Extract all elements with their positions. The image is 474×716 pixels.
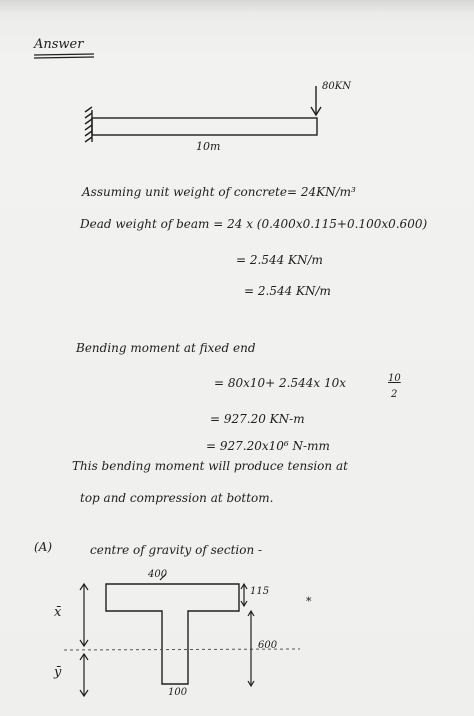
dead-weight-result-2: = 2.544 KN/m <box>244 284 331 298</box>
moment-equation-3: = 927.20x10⁶ N-mm <box>206 439 330 453</box>
flange-depth-label: 115 <box>250 586 270 597</box>
web-width-label: 100 <box>168 687 188 698</box>
tension-line-2: top and compression at bottom. <box>80 491 274 505</box>
dead-weight-result-1: = 2.544 KN/m <box>236 253 323 267</box>
section-title: centre of gravity of section - <box>90 543 263 557</box>
web-depth-label: 600 <box>258 640 278 651</box>
load-label: 80KN <box>322 81 351 92</box>
bending-moment-title: Bending moment at fixed end <box>76 341 256 355</box>
moment-fraction-numerator: 10 <box>388 373 401 384</box>
heading-underline <box>34 54 94 58</box>
unit-weight-line: Assuming unit weight of concrete= 24KN/m³ <box>82 185 356 199</box>
xbar-label: x̄ <box>54 605 62 620</box>
tension-line-1: This bending moment will produce tension at <box>72 459 348 473</box>
span-label: 10m <box>196 140 221 153</box>
t-section-outline <box>106 584 239 684</box>
asterisk-mark: * <box>306 595 312 608</box>
dead-weight-line: Dead weight of beam = 24 x (0.400x0.115+0.100x0.600) <box>80 217 428 231</box>
moment-equation-2: = 927.20 KN-m <box>210 412 305 426</box>
answer-heading: Answer <box>34 37 84 52</box>
moment-equation-1: = 80x10+ 2.544x 10x <box>214 376 347 390</box>
ybar-label: ȳ <box>54 665 62 680</box>
cantilever-beam <box>85 107 317 142</box>
part-label: (A) <box>34 540 53 554</box>
moment-fraction-denominator: 2 <box>391 389 398 400</box>
flange-width-label: 400 <box>148 569 168 580</box>
point-load-arrow <box>311 86 321 115</box>
